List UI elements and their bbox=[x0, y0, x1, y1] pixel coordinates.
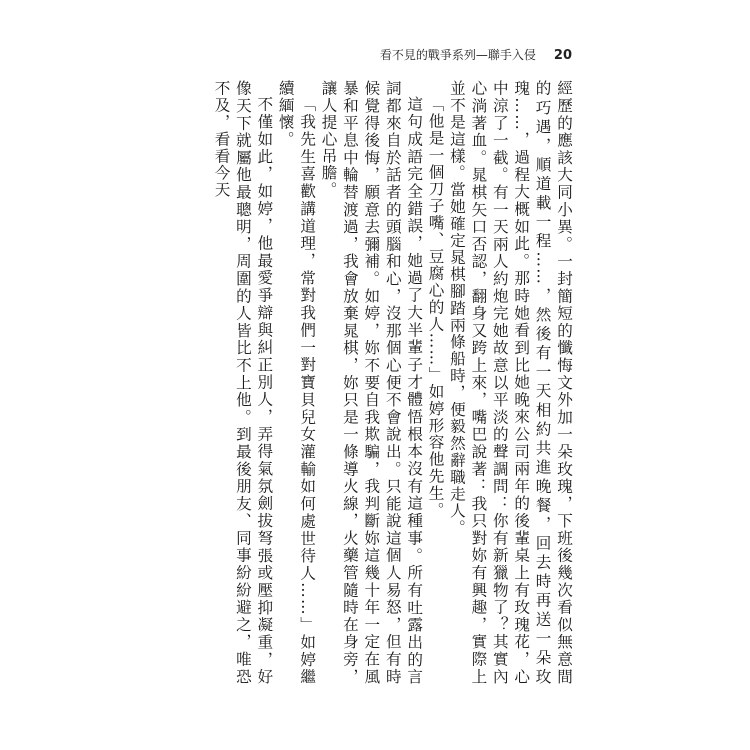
paragraph: 經歷的應該大同小異。一封簡短的懺悔文外加一朵玫瑰，下班後幾次看似無意間的巧遇，順道載一程……，然後有一天相約共進晚餐，回去時再送一朵玫瑰……，過程大概如此。那時她看到比她晚來公司兩年的後輩桌上有玫瑰花，心中涼了一截。有一天兩人約炮完她故意以平淡的聲調問：你有新獵物了？其實內心淌著血。晁棋矢口否認，翻身又跨上來，嘴巴說著：我只對妳有興趣，實際上並不是這樣。當她確定晁棋腳踏兩條船時，便毅然辭職走人。 bbox=[447, 80, 573, 685]
body-text bbox=[210, 80, 574, 685]
book-title: 看不見的戰爭系列—聯手入侵 bbox=[379, 48, 536, 62]
page-number: 20 bbox=[553, 48, 572, 63]
paragraph: 這句成語完全錯誤，她過了大半輩子才體悟根本沒有這種事。所有吐露出的言詞都來自於話者的頭腦和心，沒那個心便不會說出。只能說這個人易怒，但有時候覺得後悔，願意去彌補。如婷，妳不要自我欺騙，我判斷妳這幾十年一定在風暴和平息中輪替渡過，我會放棄晁棋，妳只是一條導火線，火藥管隨時在身旁，讓人提心吊膽。 bbox=[319, 80, 424, 685]
paragraph: 「我先生喜歡講道理，常對我們一對寶貝兒女灌輸如何處世待人……」如婷繼續緬懷。 bbox=[276, 80, 317, 685]
paragraph: 不僅如此，如婷，他最愛爭辯與糾正別人，弄得氣氛劍拔弩張或壓抑凝重，好像天下就屬他最聰明，周圍的人皆比不上他。到最後朋友、同事紛紛避之，唯恐不及，看看今天 bbox=[212, 80, 274, 685]
running-header bbox=[380, 46, 572, 63]
paragraph: 「他是一個刀子嘴、豆腐心的人……」如婷形容他先生。 bbox=[426, 95, 445, 519]
